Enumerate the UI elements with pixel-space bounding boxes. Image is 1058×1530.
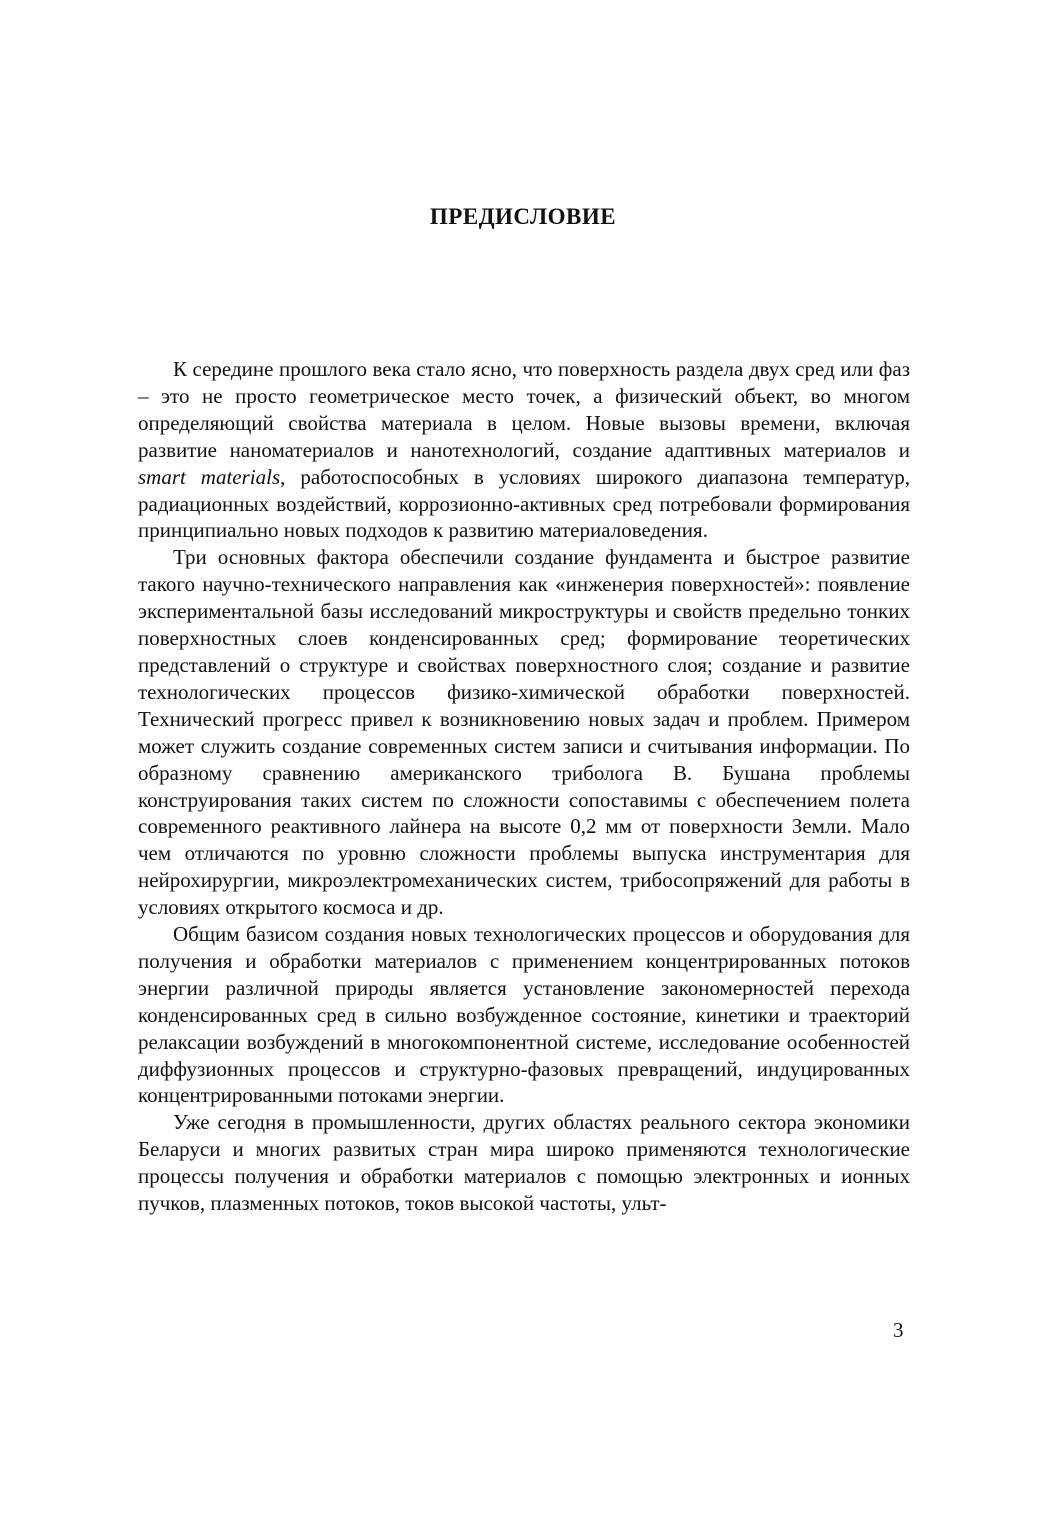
page-number: 3 (893, 1318, 904, 1342)
paragraph-1 (138, 356, 910, 544)
paragraph-1-text-end: , работоспособных в условиях широкого диапазона температур, радиационных воздействий, коррозионно-активных сред потребовали формирования принципиально новых подходов к развитию материаловедения. (138, 464, 910, 543)
paragraph-1-italic-term: smart materials (138, 464, 281, 489)
paragraph-3: Общим базисом создания новых технологических процессов и оборудования для получения и обработки материалов с применением концентрированных потоков энергии различной природы является установление закономерностей перехода конденсированных сред в сильно возбужденное состояние, кинетики и траекторий релаксации возбуждений в многокомпонентной системе, исследование особенностей диффузионных процессов и структурно-фазовых превращений, индуцированных концентрированными потоками энергии. (138, 922, 910, 1108)
paragraph-1-text-start: К середине прошлого века стало ясно, что поверхность раздела двух сред или фаз – это не просто геометрическое место точек, а физический объект, во многом определяющий свойства материала в целом. Новые вызовы времени, включая развитие наноматериалов и нанотехнологий, создание адаптивных материалов и (138, 357, 910, 462)
paragraph-4: Уже сегодня в промышленности, других областях реального сектора экономики Беларуси и многих развитых стран мира широко применяются технологические процессы получения и обработки материалов с помощью электронных и ионных пучков, плазменных потоков, токов высокой частоты, ульт- (138, 1110, 910, 1216)
paragraph-2: Три основных фактора обеспечили создание фундамента и быстрое развитие такого научно-технического направления как «инженерия поверхностей»: появление экспериментальной базы исследований микроструктуры и свойств предельно тонких поверхностных слоев конденсированных сред; формирование теоретических представлений о структуре и свойствах поверхностного слоя; создание и развитие технологических процессов физико-химической обработки поверхностей. Технический прогресс привел к возникновению новых задач и проблем. Примером может служить создание современных систем записи и считывания информации. По образному сравнению американского триболога В. Бушана проблемы конструирования таких систем по сложности сопоставимы с обеспечением полета современного реактивного лайнера на высоте 0,2 мм от поверхности Земли. Мало чем отличаются по уровню сложности проблемы выпуска инструментария для нейрохирургии, микроэлектромеханических систем, трибосопряжений для работы в условиях открытого космоса и др. (138, 545, 910, 920)
preface-body (138, 356, 910, 1217)
page-title: ПРЕДИСЛОВИЕ (429, 204, 617, 229)
